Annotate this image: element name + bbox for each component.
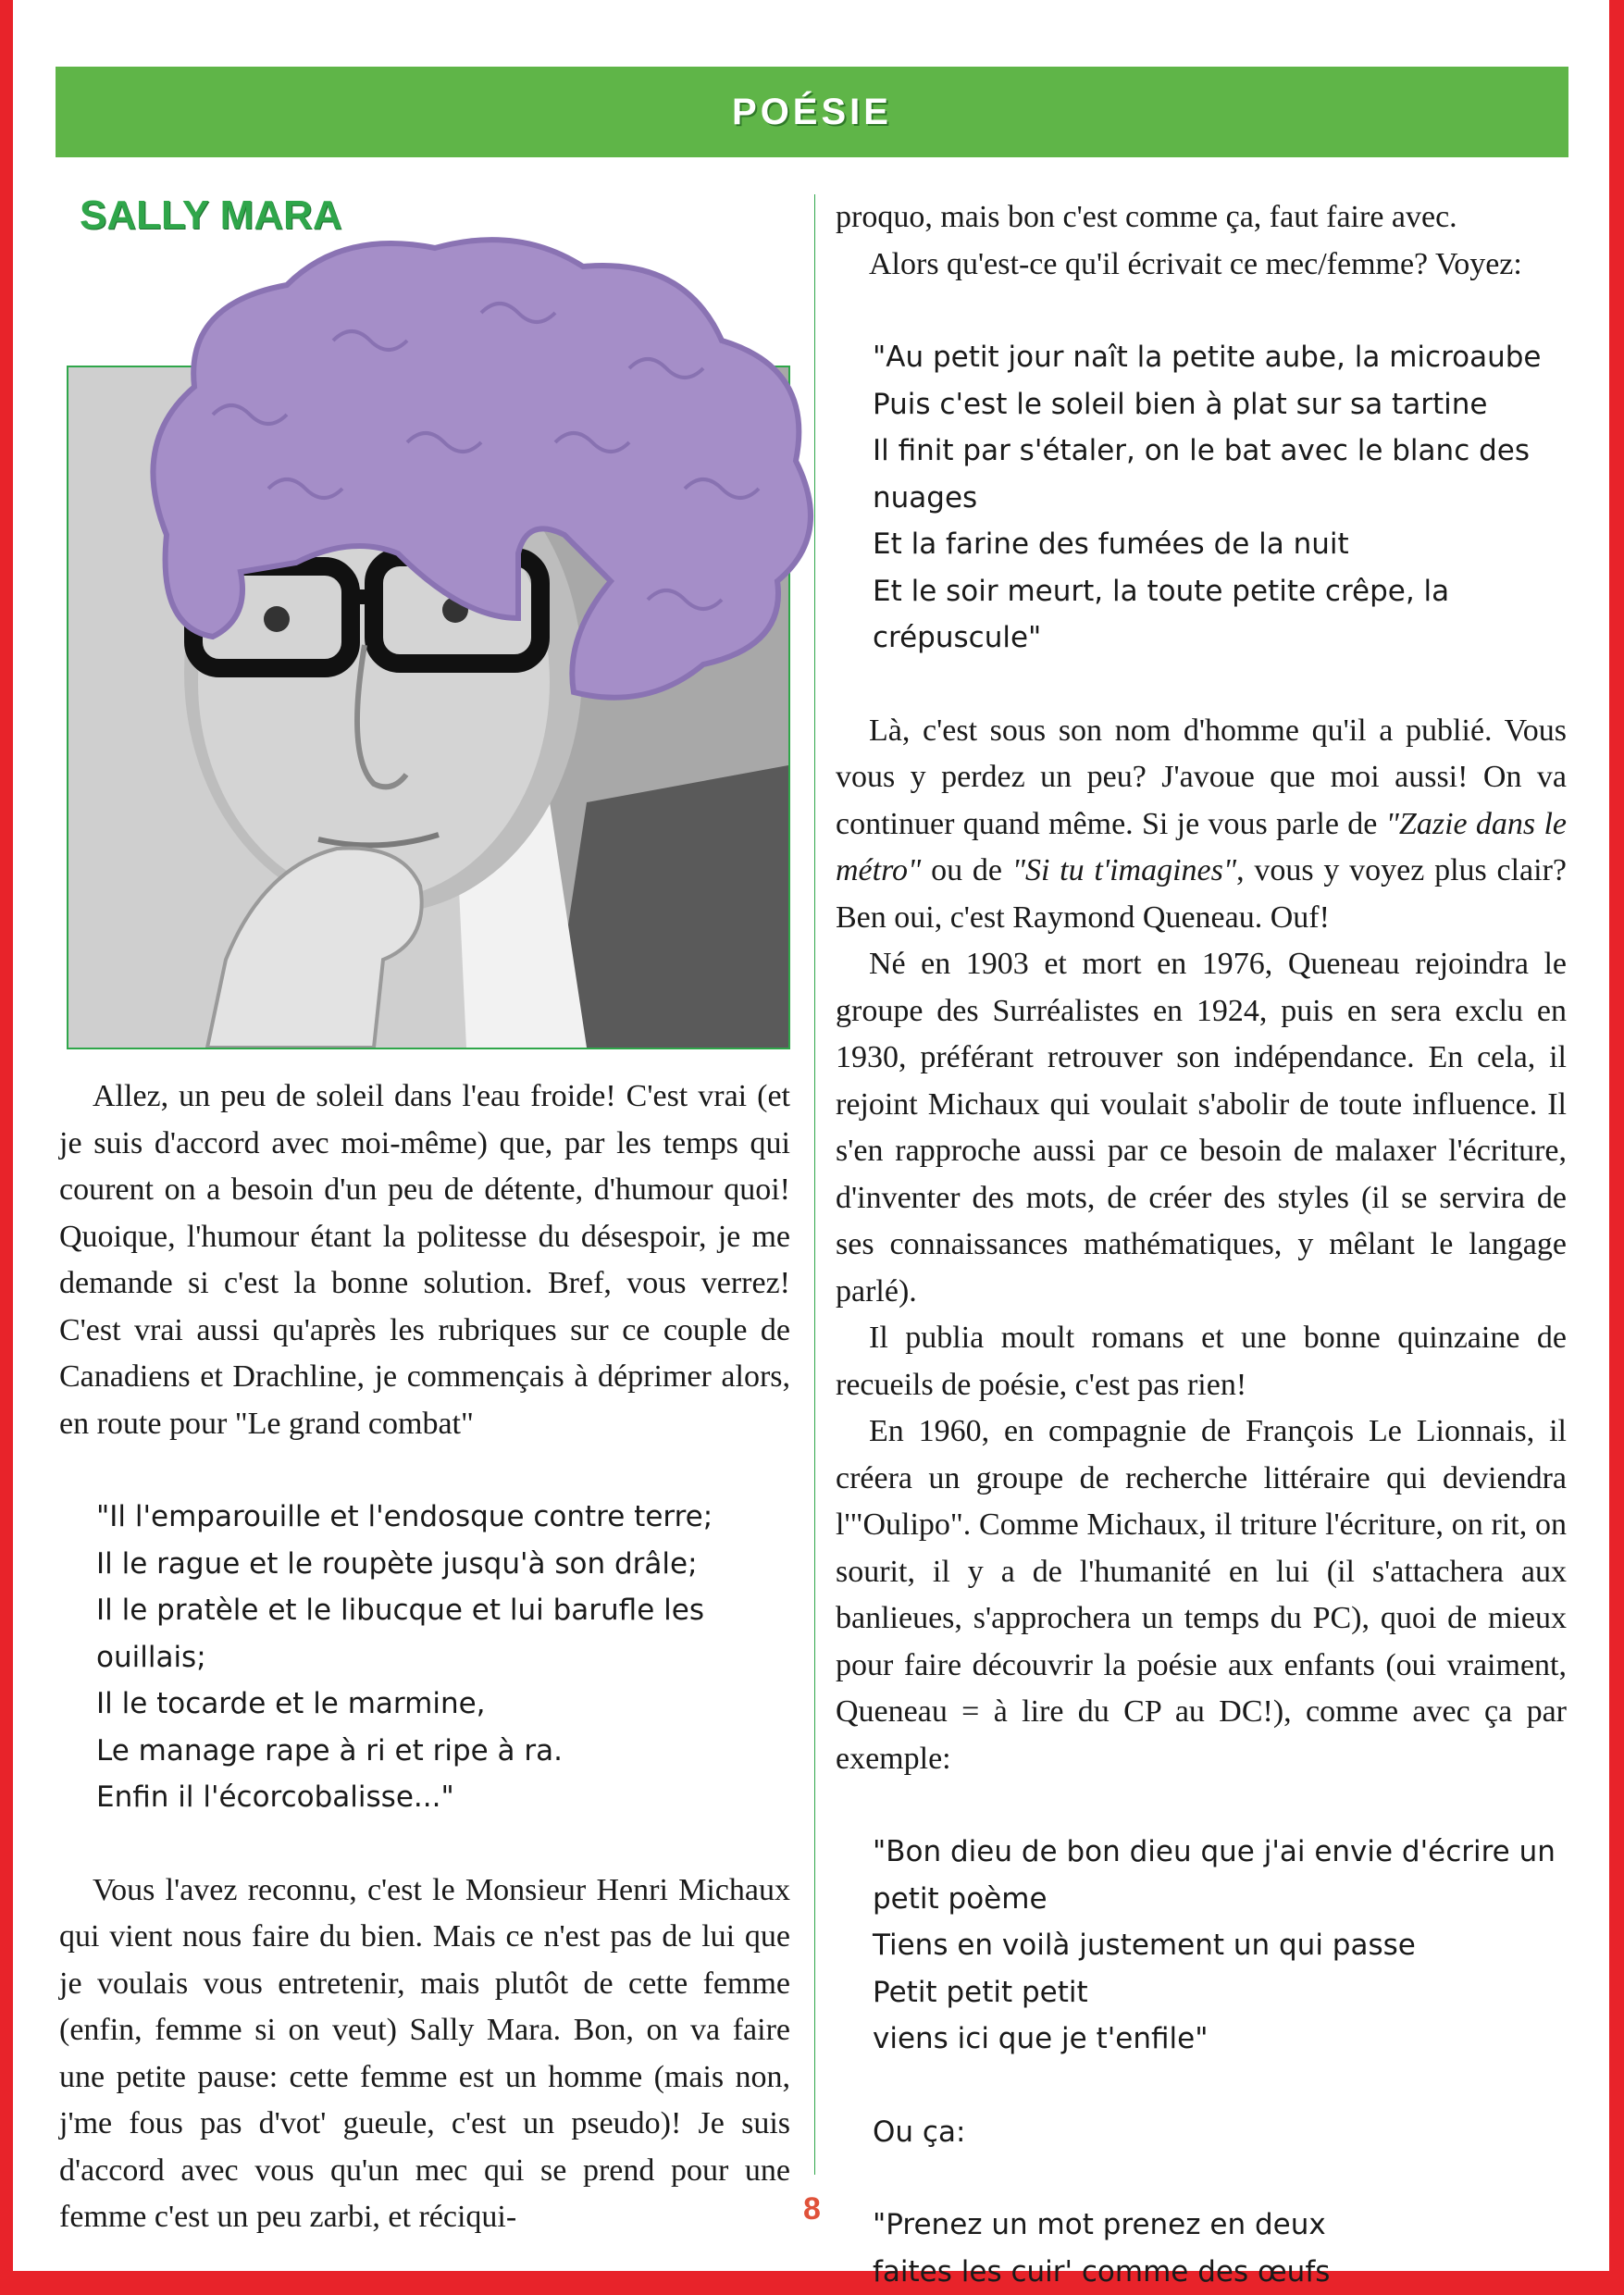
poem-line: Il le pratèle et le libucque et lui barufle les ouillais;	[96, 1594, 704, 1674]
poem-line: Petit petit petit	[873, 1975, 1088, 2009]
poem-line: Il le rague et le roupète jusqu'à son drâle;	[96, 1546, 698, 1581]
poem-line: Tiens en voilà justement un qui passe	[873, 1929, 1416, 1962]
poem-line: "Prenez un mot prenez en deux	[873, 2208, 1326, 2241]
poem-line: viens ici que je t'enfile"	[873, 2022, 1209, 2055]
poem-intro-line: Ou ça:	[873, 2115, 966, 2149]
paragraph-intro-poem: Alors qu'est-ce qu'il écrivait ce mec/femme? Voyez:	[869, 246, 1522, 281]
poem-line: Et le soir meurt, la toute petite crêpe, la crépuscule"	[873, 574, 1450, 654]
book-title: "Si tu t'imagines"	[1011, 853, 1237, 887]
poem-line: Puis c'est le soleil bien à plat sur sa tartine	[873, 387, 1488, 421]
section-title: POÉSIE	[732, 91, 892, 132]
poem-line: Enfin il l'écorcobalisse..."	[96, 1780, 454, 1814]
left-column	[59, 1073, 790, 2241]
paragraph-queneau: Là, c'est sous son nom d'homme qu'il a publié. Vous vous y perdez un peu? J'avoue que moi aussi! On va continuer quand même. Si je vous parle de "Zazie dans le métro" ou de "Si tu t'imagines", vous y voyez plus clair? Ben oui, c'est Raymond Queneau. Ouf!	[836, 713, 1568, 935]
poem-line: "Il l'emparouille et l'endosque contre terre;	[96, 1500, 713, 1533]
poem-line: faites les cuir' comme des œufs	[873, 2254, 1331, 2289]
book-title: "Zazie dans le métro"	[836, 806, 1567, 887]
poem-line: Il le tocarde et le marmine,	[96, 1687, 486, 1720]
poem-line: "Bon dieu de bon dieu que j'ai envie d'écrire un petit poème	[873, 1835, 1556, 1916]
paragraph-intro: Allez, un peu de soleil dans l'eau froide! C'est vrai (et je suis d'accord avec moi-même) que, par les temps qui courent on a besoin d'un peu de détente, d'humour quoi! Quoique, l'humour étant la politesse du désespoir, je me demande si c'est la bonne solution. Bref, vous verrez! C'est vrai aussi qu'après les rubriques sur ce couple de Canadiens et Drachline, je commençais à déprimer alors, en route pour "Le grand combat"	[59, 1079, 790, 1441]
page-number: 8	[803, 2191, 821, 2227]
section-banner	[56, 67, 1568, 157]
paragraph-oulipo: En 1960, en compagnie de François Le Lionnais, il créera un groupe de recherche littéraire qui deviendra l'"Oulipo". Comme Michaux, il triture l'écriture, on rit, on sourit, il y a de l'humanité en lui (il s'attachera aux banlieues, s'approchera un temps du PC), quoi de mieux pour faire découvrir la poésie aux enfants (oui vraiment, Queneau = à lire du CP au DC!), comme avec ça par exemple:	[836, 1414, 1567, 1776]
poem-line: "Au petit jour naît la petite aube, la microaube	[873, 341, 1542, 374]
poem-line: Le manage rape à ri et ripe à ra.	[96, 1733, 563, 1768]
paragraph-continuation: proquo, mais bon c'est comme ça, faut faire avec.	[836, 200, 1457, 234]
article-title: SALLY MARA	[80, 192, 342, 238]
page-frame-left	[0, 0, 13, 2295]
paragraph-biography: Né en 1903 et mort en 1976, Queneau rejoindra le groupe des Surréalistes en 1924, puis en sera exclu en 1930, préférant retrouver son indépendance. En cela, il rejoint Michaux qui voulait s'abolir de toute influence. Il s'en rapproche aussi par ce besoin de malaxer l'écriture, d'inventer des mots, de créer des styles (il se servira de ses connaissances mathématiques, y mêlant le langage parlé).	[836, 947, 1567, 1309]
paragraph-works: Il publia moult romans et une bonne quinzaine de recueils de poésie, c'est pas rien!	[836, 1321, 1567, 1402]
page-frame-right	[1609, 0, 1624, 2295]
poem-line: Et la farine des fumées de la nuit	[873, 527, 1349, 561]
poem-line: Il finit par s'étaler, on le bat avec le blanc des nuages	[873, 434, 1530, 515]
right-column	[836, 194, 1567, 2295]
paragraph-michaux: Vous l'avez reconnu, c'est le Monsieur Henri Michaux qui vient nous faire du bien. Mais ce n'est pas de lui que je voulais vous entretenir, mais plutôt de cette femme (enfin, femme si on veut) Sally Mara. Bon, on va faire une petite pause: cette femme est un homme (mais non, j'me fous pas d'vot' gueule, c'est un pseudo)! Je suis d'accord avec vous qu'un mec qui se prend pour une femme c'est un peu zarbi, et réciqui-	[59, 1872, 790, 2234]
purple-wig-illustration	[130, 230, 833, 748]
